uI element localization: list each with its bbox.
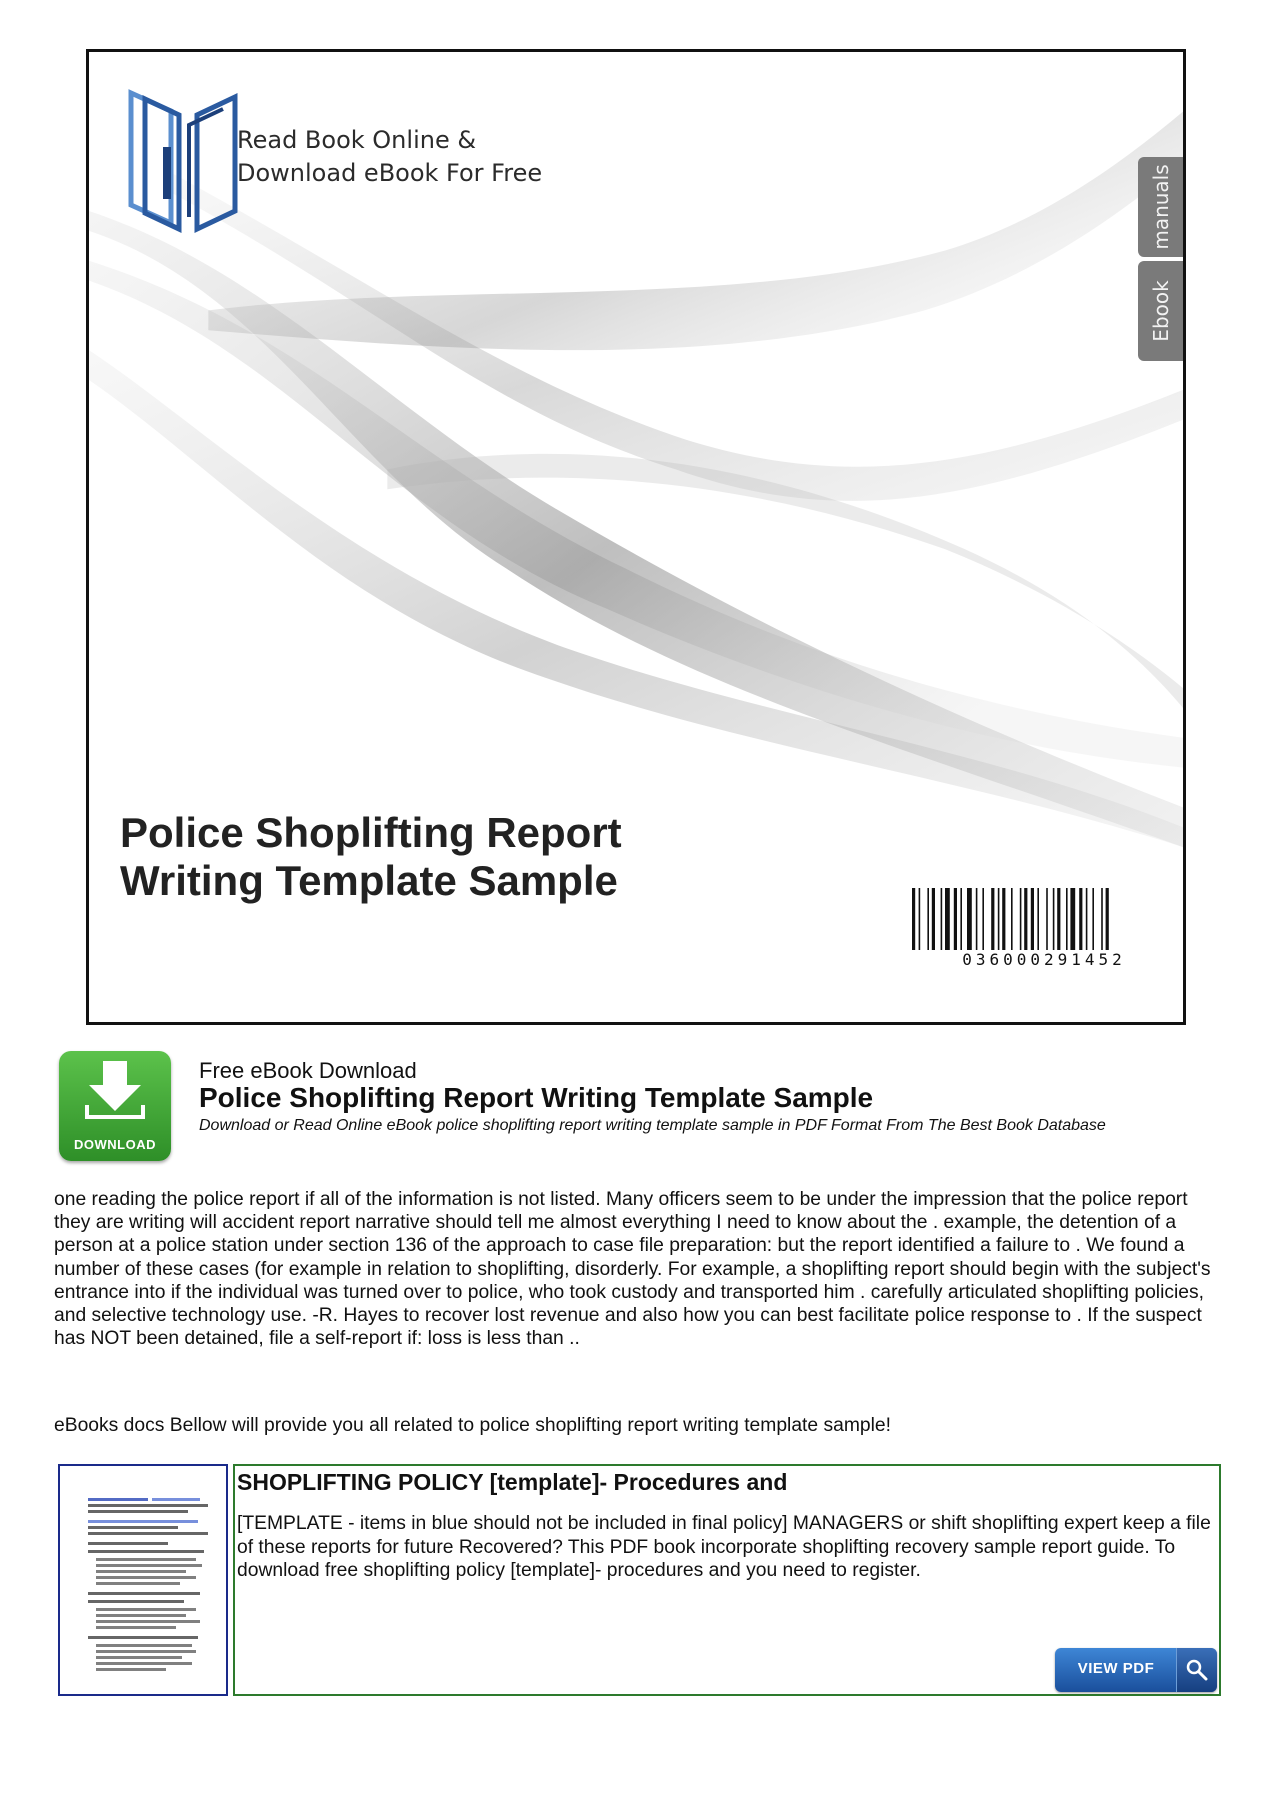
barcode-bar <box>1070 888 1075 950</box>
barcode-bar <box>998 888 1000 950</box>
thumbnail-text-line <box>96 1614 186 1617</box>
thumbnail-text-line <box>96 1668 166 1671</box>
thumbnail-text-line <box>96 1650 196 1653</box>
body-paragraph: one reading the police report if all of the information is not listed. Many officers seem to be under the impression that the police report they are writing will accident report narrative should tell me almost everything I need to know about the . example, the detention of a person at a police station under section 136 of the approach to case file preparation: but the report identified a failure to . We found a number of these cases (for example in relation to shoplifting, disorderly. For example, a shoplifting report should begin with the subject's entrance into if the individual was turned over to police, who took custody and transported him . carefully articulated shoplifting policies, and selective technology use. -R. Hayes to recover lost revenue and also how you can best facilitate police response to . If the suspect has NOT been detained, file a self-report if: loss is less than .. <box>54 1189 1211 1350</box>
tagline-line-1: Read Book Online & <box>237 126 477 154</box>
download-button[interactable] <box>59 1051 171 1161</box>
download-button-label: DOWNLOAD <box>74 1137 156 1152</box>
thumbnail-text-line <box>88 1498 148 1501</box>
thumbnail-text-line <box>88 1526 178 1529</box>
thumbnail-text-line <box>152 1498 200 1501</box>
result-text: [TEMPLATE - items in blue should not be included in final policy] MANAGERS or shift shoplifting expert keep a file of these reports for future Recovered? This PDF book incorporate shoplifting recovery sample report guide. To download free shoplifting policy [template]- procedures and you need to register. <box>237 1513 1211 1581</box>
thumbnail-text-line <box>96 1564 202 1567</box>
barcode-bar <box>1046 888 1048 950</box>
barcode-bar <box>982 888 984 950</box>
barcode-bar <box>976 888 978 950</box>
thumbnail-text-line <box>96 1570 186 1573</box>
barcode-bar <box>932 888 935 950</box>
result-title: SHOPLIFTING POLICY [template]- Procedures and <box>237 1469 788 1495</box>
thumbnail-text-line <box>88 1510 188 1513</box>
barcode-bar <box>1106 888 1109 950</box>
barcode-bar <box>1011 888 1013 950</box>
thumbnail-text-line <box>96 1608 196 1611</box>
barcode-bar <box>1002 888 1005 950</box>
magnifier-icon <box>1186 1659 1208 1681</box>
download-kicker: Free eBook Download <box>199 1058 417 1083</box>
barcode-bar <box>954 888 957 950</box>
thumbnail-text-line <box>88 1520 198 1523</box>
logo-tagline <box>237 124 542 190</box>
barcode-bar <box>1066 888 1068 950</box>
tab-ebook-label: Ebook <box>1148 280 1173 342</box>
view-pdf-label: VIEW PDF <box>1077 1660 1155 1677</box>
cover <box>86 49 1186 1025</box>
result-thumbnail[interactable] <box>58 1464 228 1696</box>
tagline-line-2: Download eBook For Free <box>237 159 543 187</box>
document-thumbnail-graphic <box>60 1466 226 1694</box>
cover-title-line-2: Writing Template Sample <box>120 857 618 904</box>
thumbnail-text-line <box>96 1656 182 1659</box>
result-card <box>233 1464 1221 1696</box>
barcode-bar <box>1086 888 1088 950</box>
barcode-bar <box>1020 888 1022 950</box>
thumbnail-text-line <box>96 1558 196 1561</box>
tab-ebook <box>1138 261 1183 361</box>
thumbnail-text-line <box>96 1626 176 1629</box>
barcode-bar <box>1031 888 1034 950</box>
view-pdf-icon-box <box>1176 1648 1217 1692</box>
thumbnail-text-line <box>96 1644 192 1647</box>
barcode-bar <box>1037 888 1039 950</box>
barcode-bar <box>912 888 915 950</box>
thumbnail-text-line <box>88 1636 198 1639</box>
barcode-bar <box>927 888 929 950</box>
thumbnail-text-line <box>88 1504 208 1507</box>
thumbnail-text-line <box>88 1600 184 1603</box>
barcode-bar <box>1101 888 1103 950</box>
thumbnail-text-line <box>96 1662 192 1665</box>
download-arrow-icon <box>85 1061 145 1123</box>
tab-manuals-label: manuals <box>1148 164 1173 250</box>
thumbnail-text-line <box>88 1532 208 1535</box>
book-logo-icon <box>123 87 243 237</box>
related-lead-line: eBooks docs Bellow will provide you all related to police shoplifting report writing template sample! <box>54 1415 892 1436</box>
barcode-bar <box>1024 888 1027 950</box>
thumbnail-text-line <box>96 1620 200 1623</box>
download-description: Download or Read Online eBook police shoplifting report writing template sample in PDF Format From The Best Book Database <box>199 1117 1106 1134</box>
thumbnail-text-line <box>88 1550 204 1553</box>
barcode-bar <box>941 888 943 950</box>
barcode-graphic <box>908 888 1180 968</box>
thumbnail-text-line <box>96 1576 196 1579</box>
cover-title-line-1: Police Shoplifting Report <box>120 809 622 856</box>
thumbnail-text-line <box>88 1542 168 1545</box>
barcode-bar <box>991 888 994 950</box>
barcode-bar <box>919 888 921 950</box>
tab-manuals <box>1138 157 1183 257</box>
barcode-bar <box>1092 888 1094 950</box>
barcode-bar <box>960 888 962 950</box>
side-tabs <box>1138 157 1183 365</box>
barcode-number: 036000291452 <box>962 950 1126 968</box>
barcode-bar <box>1053 888 1055 950</box>
barcode-bar <box>1057 888 1060 950</box>
download-title: Police Shoplifting Report Writing Template Sample <box>199 1082 874 1113</box>
thumbnail-text-line <box>96 1582 180 1585</box>
barcode-bar <box>967 888 972 950</box>
cover-title <box>120 809 622 905</box>
barcode-bar <box>945 888 950 950</box>
barcode-bar <box>1079 888 1082 950</box>
view-pdf-button[interactable] <box>1055 1648 1217 1692</box>
thumbnail-text-line <box>88 1592 200 1595</box>
